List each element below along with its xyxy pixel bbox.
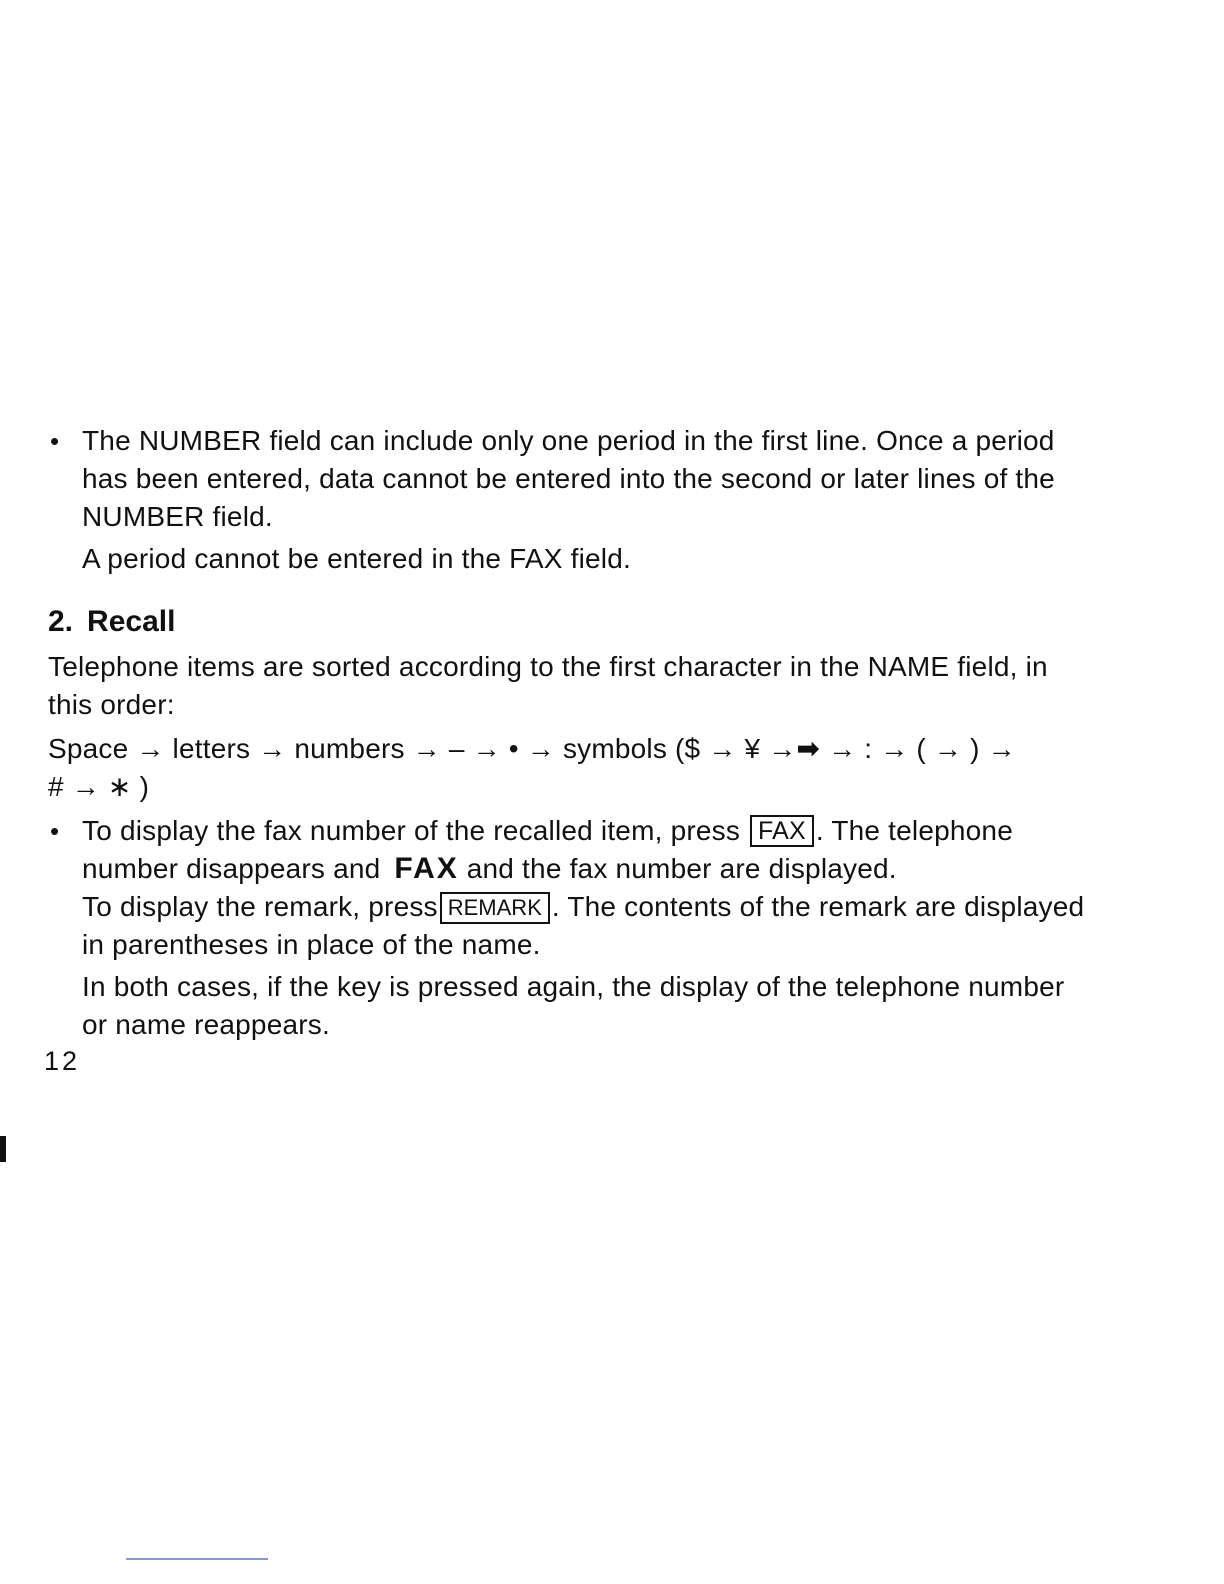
recall-body [48, 648, 1088, 1044]
bullet-text-line: NUMBER field. [82, 501, 273, 532]
section-number: 2. [48, 605, 74, 638]
remark-key: REMARK [440, 892, 550, 924]
both-cases-line: In both cases, if the key is pressed again, the display of the telephone number [82, 971, 1065, 1002]
bullet-icon: • [50, 816, 60, 846]
sort-order-line: # → ∗ ) [48, 771, 150, 802]
intro-line: Telephone items are sorted according to the first character in the NAME field, in [48, 651, 1048, 682]
fax-key: FAX [750, 815, 814, 847]
list-item [48, 812, 1088, 1044]
bullet-text-line: has been entered, data cannot be entered into the second or later lines of the [82, 463, 1055, 494]
bold-arrow-icon: ➡ [796, 733, 821, 764]
list-item [48, 422, 1088, 578]
fax-instruction-line: To display the fax number of the recalled item, press FAX . The telephone [82, 815, 1013, 846]
sort-order-line: Space → letters → numbers → – → • → symbols ($ → ¥ →➡ → : → ( → ) → [48, 733, 1016, 764]
fax-display-indicator: FAX [394, 852, 459, 885]
section-title: Recall [87, 605, 176, 638]
section-heading [48, 602, 175, 642]
page-number: 12 [44, 1046, 81, 1076]
both-cases-line: or name reappears. [82, 1009, 330, 1040]
fax-instruction-line: number disappears and FAX and the fax number are displayed. [82, 852, 897, 885]
remark-instruction-line: To display the remark, press REMARK . The contents of the remark are displayed [82, 891, 1085, 922]
number-field-note [48, 422, 1088, 578]
bullet-icon: • [50, 426, 60, 456]
margin-mark [0, 1136, 6, 1162]
bullet-text-line: The NUMBER field can include only one period in the first line. Once a period [82, 425, 1055, 456]
fax-period-note: A period cannot be entered in the FAX field. [82, 543, 631, 574]
bottom-rule [126, 1558, 268, 1560]
intro-line: this order: [48, 689, 175, 720]
remark-instruction-line: in parentheses in place of the name. [82, 929, 541, 960]
